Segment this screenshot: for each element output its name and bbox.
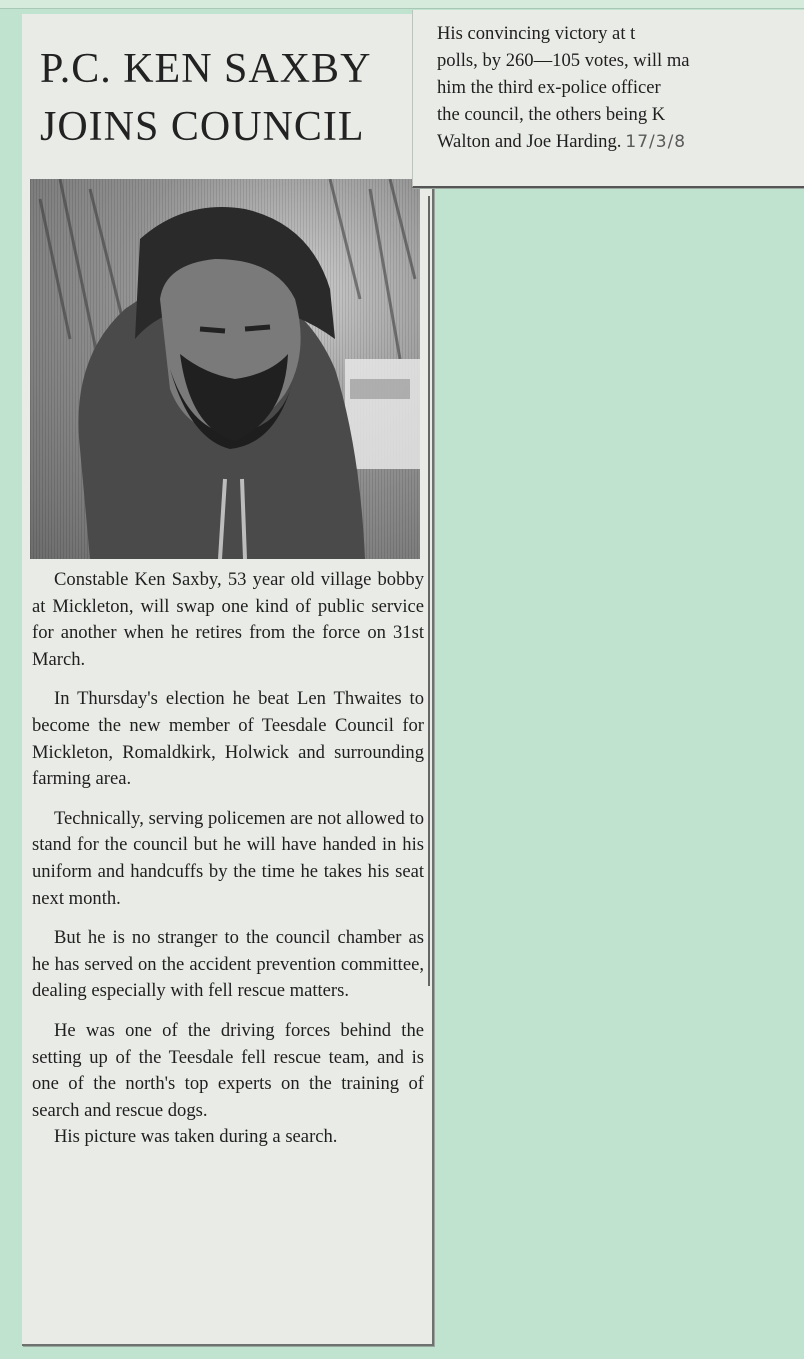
newspaper-clipping (22, 14, 434, 1346)
continuation-line: polls, by 260—105 votes, will ma (437, 50, 690, 71)
article-paragraph: In Thursday's election he beat Len Thwaites to become the new member of Teesdale Council for Mickleton, Romaldkirk, Holwick and surrounding farming area. (32, 688, 424, 790)
article-paragraph: Technically, serving policemen are not allowed to stand for the council but he will have handed in his uniform and handcuffs by the time he takes his seat next month. (32, 807, 424, 909)
headline-line-2: JOINS COUNCIL (40, 104, 365, 150)
continuation-line: him the third ex-police officer (437, 77, 661, 98)
continuation-line: the council, the others being K (437, 104, 666, 125)
continuation-last-line (437, 128, 804, 155)
continuation-clipping (412, 10, 804, 188)
news-photo (30, 179, 420, 559)
article-body (32, 567, 424, 1164)
photo-illustration (30, 179, 420, 559)
continuation-line: Walton and Joe Harding. (437, 131, 622, 152)
article-paragraph: His picture was taken during a search. (54, 1126, 338, 1148)
headline-line-1: P.C. KEN SAXBY (40, 46, 372, 92)
column-rule (428, 196, 430, 986)
article-paragraph: But he is no stranger to the council chamber as he has served on the accident prevention committee, dealing especially with fell rescue matters. (32, 927, 424, 1002)
continuation-line: His convincing victory at t (437, 23, 636, 44)
top-page-edge (0, 0, 804, 9)
article-paragraph: He was one of the driving forces behind the setting up of the Teesdale fell rescue team, and is one of the north's top experts on the training of search and rescue dogs. (32, 1019, 424, 1121)
headline (40, 40, 418, 156)
handwritten-date: 17/3/8 (625, 132, 687, 152)
continuation-text (437, 20, 804, 155)
article-paragraph: Constable Ken Saxby, 53 year old village bobby at Mickleton, will swap one kind of public service for another when he retires from the force on 31st March. (32, 569, 424, 670)
